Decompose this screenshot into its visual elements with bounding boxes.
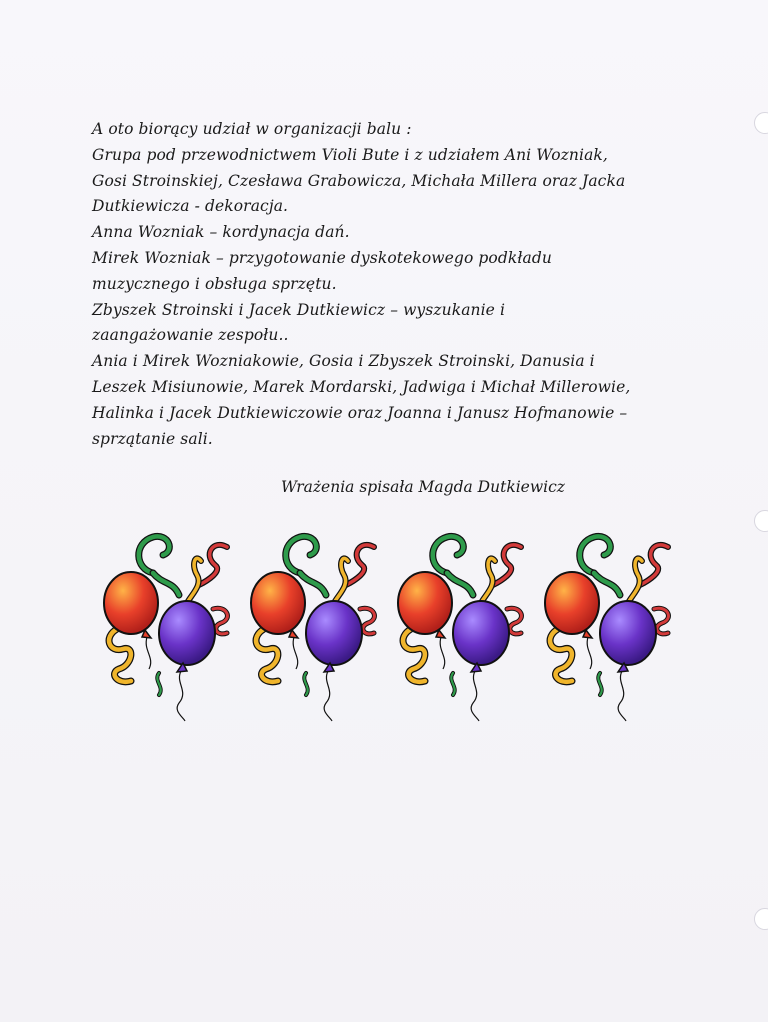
- letter-line: zaangażowanie zespołu..: [92, 326, 289, 345]
- balloons-icon: [242, 525, 392, 725]
- letter-line: Zbyszek Stroinski i Jacek Dutkiewicz – wyszukanie i: [92, 300, 506, 319]
- letter-line: A oto biorący udział w organizacji balu :: [92, 120, 412, 138]
- letter-line: Anna Wozniak – kordynacja dań.: [92, 223, 350, 242]
- balloon-group: [242, 525, 392, 725]
- punch-hole-top: [754, 112, 768, 134]
- punch-hole-middle: [754, 510, 768, 532]
- letter-line: Grupa pod przewodnictwem Violi Bute i z udziałem Ani Wozniak,: [92, 145, 608, 164]
- letter-line: Ania i Mirek Wozniakowie, Gosia i Zbyszek Stroinski, Danusia i: [92, 352, 595, 371]
- balloons-icon: [536, 525, 686, 725]
- letter-line: Leszek Misiunowie, Marek Mordarski, Jadwiga i Michał Millerowie,: [92, 377, 631, 396]
- balloon-group: [389, 525, 539, 725]
- letter-line: sprzątanie sali.: [92, 429, 213, 448]
- letter-line: Halinka i Jacek Dutkiewiczowie oraz Joanna i Janusz Hofmanowie –: [92, 403, 628, 422]
- balloon-group: [95, 525, 245, 725]
- balloons-icon: [95, 525, 245, 725]
- signature: Wrażenia spisała Magda Dutkiewicz: [281, 478, 565, 496]
- letter-line: muzycznego i obsługa sprzętu.: [92, 274, 337, 293]
- punch-hole-bottom: [754, 908, 768, 930]
- letter-line: Dutkiewicza - dekoracja.: [92, 197, 289, 216]
- letter-line: Gosi Stroinskiej, Czesława Grabowicza, Michała Millera oraz Jacka: [92, 171, 626, 190]
- balloon-group: [536, 525, 686, 725]
- balloons-icon: [389, 525, 539, 725]
- letter-body: [92, 117, 732, 452]
- letter-line: Mirek Wozniak – przygotowanie dyskotekowego podkładu: [92, 248, 552, 267]
- balloons-border: [95, 525, 695, 725]
